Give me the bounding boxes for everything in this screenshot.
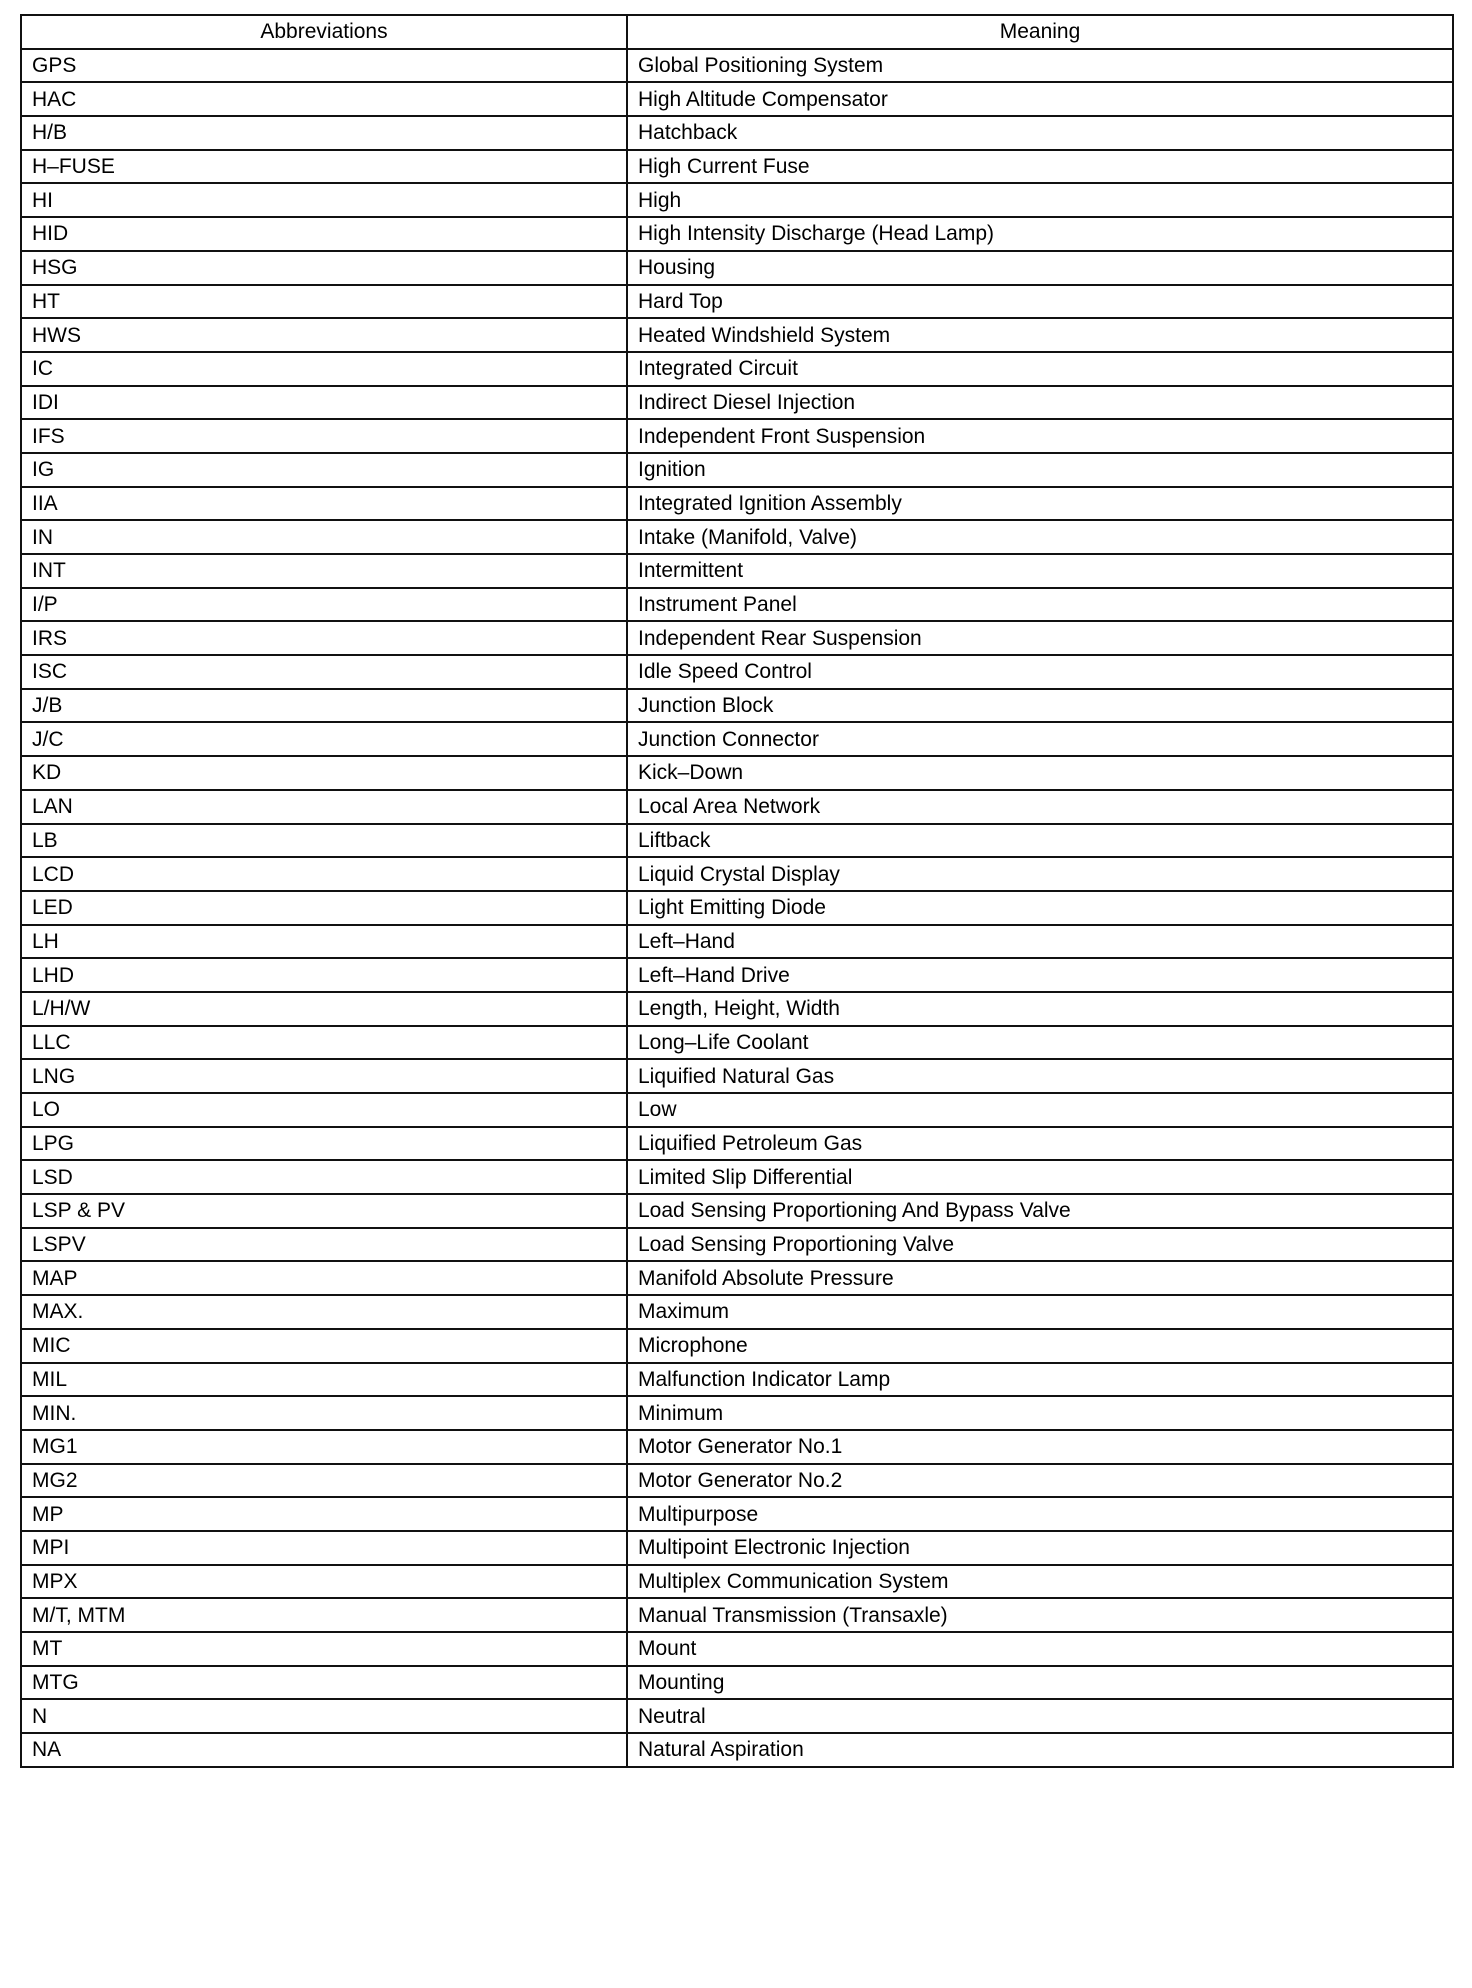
abbreviation-cell: HID [21,217,627,251]
table-row [21,857,1453,891]
table-body [21,49,1453,1767]
abbreviation-cell: IDI [21,386,627,420]
abbreviation-cell: J/C [21,722,627,756]
meaning-cell: Load Sensing Proportioning And Bypass Valve [627,1194,1453,1228]
abbreviation-cell: LHD [21,958,627,992]
abbreviation-cell: MG1 [21,1430,627,1464]
table-row [21,1228,1453,1262]
abbreviation-cell: LSP & PV [21,1194,627,1228]
abbreviation-cell: HSG [21,251,627,285]
table-row [21,386,1453,420]
meaning-cell: Load Sensing Proportioning Valve [627,1228,1453,1262]
abbreviation-cell: HI [21,183,627,217]
abbreviation-cell: IFS [21,419,627,453]
meaning-cell: Hard Top [627,285,1453,319]
table-row [21,891,1453,925]
abbreviation-cell: MT [21,1632,627,1666]
abbreviation-cell: LPG [21,1127,627,1161]
table-row [21,116,1453,150]
table-row [21,1733,1453,1767]
table-row [21,588,1453,622]
table-row [21,82,1453,116]
table-row [21,1430,1453,1464]
abbreviation-cell: LED [21,891,627,925]
meaning-cell: High [627,183,1453,217]
table-row [21,1127,1453,1161]
table-row [21,1396,1453,1430]
meaning-cell: Liquified Natural Gas [627,1059,1453,1093]
column-header-abbreviations: Abbreviations [21,15,627,49]
table-row [21,217,1453,251]
abbreviation-cell: MIC [21,1329,627,1363]
abbreviation-cell: MAX. [21,1295,627,1329]
meaning-cell: Long–Life Coolant [627,1026,1453,1060]
meaning-cell: Length, Height, Width [627,992,1453,1026]
abbreviation-cell: H–FUSE [21,150,627,184]
meaning-cell: Malfunction Indicator Lamp [627,1363,1453,1397]
meaning-cell: High Intensity Discharge (Head Lamp) [627,217,1453,251]
table-row [21,554,1453,588]
abbreviation-cell: LO [21,1093,627,1127]
abbreviation-cell: KD [21,756,627,790]
meaning-cell: Limited Slip Differential [627,1160,1453,1194]
abbreviation-cell: MP [21,1497,627,1531]
abbreviation-cell: HT [21,285,627,319]
table-row [21,1329,1453,1363]
meaning-cell: Indirect Diesel Injection [627,386,1453,420]
meaning-cell: Intake (Manifold, Valve) [627,520,1453,554]
table-row [21,285,1453,319]
meaning-cell: Motor Generator No.2 [627,1464,1453,1498]
table-row [21,419,1453,453]
meaning-cell: Manual Transmission (Transaxle) [627,1598,1453,1632]
table-row [21,722,1453,756]
meaning-cell: Hatchback [627,116,1453,150]
table-row [21,1464,1453,1498]
meaning-cell: Multipoint Electronic Injection [627,1531,1453,1565]
abbreviation-cell: H/B [21,116,627,150]
abbreviation-cell: LLC [21,1026,627,1060]
table-row [21,1666,1453,1700]
table-row [21,251,1453,285]
meaning-cell: Mount [627,1632,1453,1666]
abbreviation-cell: MIN. [21,1396,627,1430]
table-row [21,1261,1453,1295]
table-row [21,958,1453,992]
meaning-cell: Global Positioning System [627,49,1453,83]
table-row [21,49,1453,83]
abbreviation-cell: MPX [21,1565,627,1599]
meaning-cell: Housing [627,251,1453,285]
abbreviation-cell: HAC [21,82,627,116]
meaning-cell: Independent Front Suspension [627,419,1453,453]
abbreviation-cell: MG2 [21,1464,627,1498]
table-row [21,824,1453,858]
meaning-cell: Natural Aspiration [627,1733,1453,1767]
abbreviation-cell: M/T, MTM [21,1598,627,1632]
table-row [21,1295,1453,1329]
table-row [21,992,1453,1026]
meaning-cell: Left–Hand [627,925,1453,959]
abbreviation-cell: MTG [21,1666,627,1700]
abbreviation-cell: MIL [21,1363,627,1397]
meaning-cell: Motor Generator No.1 [627,1430,1453,1464]
table-row [21,689,1453,723]
table-row [21,1565,1453,1599]
table-row [21,1632,1453,1666]
meaning-cell: Independent Rear Suspension [627,621,1453,655]
abbreviation-cell: J/B [21,689,627,723]
meaning-cell: Maximum [627,1295,1453,1329]
abbreviation-cell: MAP [21,1261,627,1295]
meaning-cell: Minimum [627,1396,1453,1430]
meaning-cell: Neutral [627,1699,1453,1733]
table-row [21,1160,1453,1194]
table-row [21,1093,1453,1127]
abbreviation-cell: IG [21,453,627,487]
meaning-cell: Liquified Petroleum Gas [627,1127,1453,1161]
table-row [21,183,1453,217]
meaning-cell: Left–Hand Drive [627,958,1453,992]
table-row [21,487,1453,521]
meaning-cell: Liftback [627,824,1453,858]
abbreviations-table [20,14,1454,1768]
abbreviation-cell: LSD [21,1160,627,1194]
meaning-cell: Local Area Network [627,790,1453,824]
table-row [21,520,1453,554]
meaning-cell: Integrated Ignition Assembly [627,487,1453,521]
meaning-cell: Heated Windshield System [627,318,1453,352]
table-row [21,1194,1453,1228]
table-row [21,1497,1453,1531]
table-row [21,1363,1453,1397]
meaning-cell: Mounting [627,1666,1453,1700]
table-row [21,352,1453,386]
abbreviation-cell: LB [21,824,627,858]
column-header-meaning: Meaning [627,15,1453,49]
abbreviation-cell: LSPV [21,1228,627,1262]
abbreviation-cell: IC [21,352,627,386]
table-row [21,1699,1453,1733]
table-row [21,621,1453,655]
abbreviation-cell: ISC [21,655,627,689]
abbreviation-cell: IRS [21,621,627,655]
abbreviation-cell: I/P [21,588,627,622]
meaning-cell: Multiplex Communication System [627,1565,1453,1599]
abbreviation-cell: HWS [21,318,627,352]
meaning-cell: Instrument Panel [627,588,1453,622]
table-header-row [21,15,1453,49]
meaning-cell: High Altitude Compensator [627,82,1453,116]
abbreviation-cell: NA [21,1733,627,1767]
table-row [21,655,1453,689]
abbreviation-cell: IN [21,520,627,554]
meaning-cell: Multipurpose [627,1497,1453,1531]
meaning-cell: Ignition [627,453,1453,487]
meaning-cell: Liquid Crystal Display [627,857,1453,891]
abbreviation-cell: LAN [21,790,627,824]
meaning-cell: Low [627,1093,1453,1127]
table-row [21,1026,1453,1060]
table-row [21,925,1453,959]
table-row [21,453,1453,487]
table-row [21,756,1453,790]
meaning-cell: Integrated Circuit [627,352,1453,386]
meaning-cell: High Current Fuse [627,150,1453,184]
meaning-cell: Intermittent [627,554,1453,588]
abbreviation-cell: LH [21,925,627,959]
abbreviation-cell: LCD [21,857,627,891]
table-row [21,318,1453,352]
abbreviation-cell: GPS [21,49,627,83]
meaning-cell: Light Emitting Diode [627,891,1453,925]
table-row [21,150,1453,184]
abbreviation-cell: LNG [21,1059,627,1093]
meaning-cell: Idle Speed Control [627,655,1453,689]
table-row [21,1531,1453,1565]
meaning-cell: Junction Block [627,689,1453,723]
table-row [21,1059,1453,1093]
meaning-cell: Kick–Down [627,756,1453,790]
abbreviation-cell: INT [21,554,627,588]
abbreviation-cell: N [21,1699,627,1733]
abbreviation-cell: L/H/W [21,992,627,1026]
meaning-cell: Junction Connector [627,722,1453,756]
meaning-cell: Microphone [627,1329,1453,1363]
table-row [21,790,1453,824]
abbreviation-cell: MPI [21,1531,627,1565]
abbreviation-cell: IIA [21,487,627,521]
table-row [21,1598,1453,1632]
meaning-cell: Manifold Absolute Pressure [627,1261,1453,1295]
